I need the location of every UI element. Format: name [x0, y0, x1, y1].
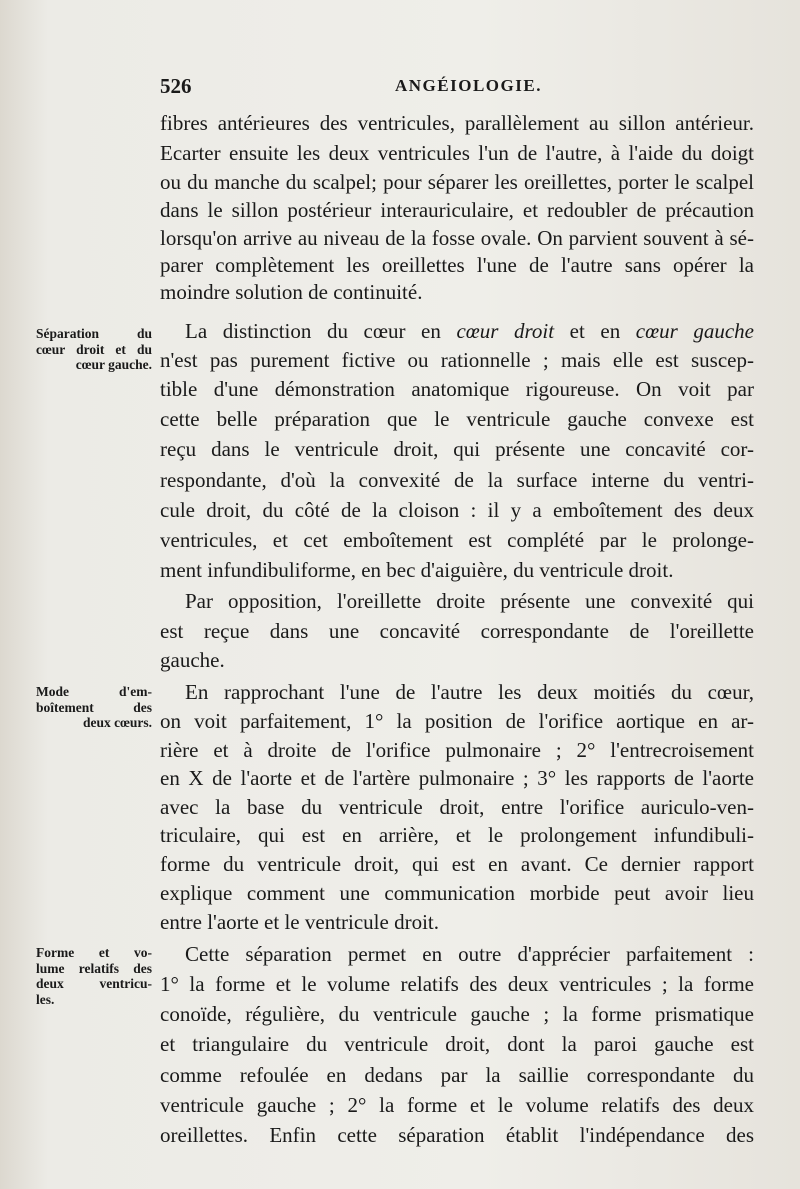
margin-note-line: cœur droit et du: [36, 341, 152, 357]
margin-note-line: Séparation du: [36, 326, 152, 341]
margin-note: [36, 326, 152, 373]
text-line: fibres antérieures des ventricules, parallèlement au sillon antérieur.: [160, 111, 754, 135]
text-line: triculaire, qui est en arrière, et le prolongement infundibuli-: [160, 823, 754, 847]
text-line: [185, 318, 754, 344]
text-line: 1° la forme et le volume relatifs des deux ventricules ; la forme: [160, 972, 754, 996]
margin-note: [36, 945, 152, 1007]
text-line: entre l'aorte et le ventricule droit.: [160, 910, 439, 934]
margin-note-line: les.: [36, 991, 55, 1007]
text-line: Ecarter ensuite les deux ventricules l'un de l'autre, à l'aide du doigt: [160, 141, 754, 165]
text-line: comme refoulée en dedans par la saillie correspondante du: [160, 1063, 754, 1087]
margin-note-line: lume relatifs des: [36, 960, 152, 976]
margin-note: [36, 684, 152, 731]
margin-note-line: cœur gauche.: [75, 357, 152, 372]
line-segment: et en: [554, 319, 636, 343]
text-line: parer complètement les oreillettes l'une de l'autre sans opérer la: [160, 253, 754, 277]
italic-term: cœur gauche: [635, 319, 754, 343]
text-line: ventricule gauche ; 2° la forme et le volume relatifs des deux: [160, 1093, 754, 1117]
text-line: forme du ventricule droit, qui est en avant. Ce dernier rapport: [160, 852, 754, 876]
text-line: conoïde, régulière, du ventricule gauche ; la forme prismatique: [160, 1002, 754, 1026]
text-line: Cette séparation permet en outre d'apprécier parfaitement :: [185, 942, 754, 966]
text-line: moindre solution de continuité.: [160, 280, 423, 304]
text-line: Par opposition, l'oreillette droite présente une convexité qui: [185, 589, 754, 613]
text-line: et triangulaire du ventricule droit, dont la paroi gauche est: [160, 1032, 754, 1056]
text-line: n'est pas purement fictive ou rationnelle ; mais elle est suscep-: [160, 348, 754, 372]
text-line: on voit parfaitement, 1° la position de l'orifice aortique en ar-: [160, 709, 754, 733]
text-line: cule droit, du côté de la cloison : il y a emboîtement des deux: [160, 498, 754, 522]
text-line: respondante, d'où la convexité de la surface interne du ventri-: [160, 468, 754, 492]
margin-note-line: boîtement des: [36, 699, 152, 715]
margin-note-line: deux ventricu-: [36, 976, 152, 991]
margin-note-line: Mode d'em-: [36, 684, 152, 699]
text-line: en X de l'aorte et de l'artère pulmonaire ; 3° les rapports de l'aorte: [160, 766, 754, 790]
text-line: cette belle préparation que le ventricule gauche convexe est: [160, 407, 754, 431]
margin-note-line: Forme et vo-: [36, 945, 152, 960]
text-line: lorsqu'on arrive au niveau de la fosse ovale. On parvient souvent à sé-: [160, 226, 754, 250]
text-line: ventricules, et cet emboîtement est complété par le prolonge-: [160, 528, 754, 552]
margin-note-line: deux cœurs.: [82, 715, 152, 730]
text-line: rière et à droite de l'orifice pulmonaire ; 2° l'entrecroisement: [160, 738, 754, 762]
text-line: ou du manche du scalpel; pour séparer les oreillettes, porter le scalpel: [160, 170, 754, 194]
text-line: tible d'une démonstration anatomique rigoureuse. On voit par: [160, 377, 754, 401]
text-line: avec la base du ventricule droit, entre l'orifice auriculo-ven-: [160, 795, 754, 819]
line-segment: La distinction du cœur en: [185, 319, 457, 343]
page-header: [160, 74, 760, 104]
text-line: En rapprochant l'une de l'autre les deux moitiés du cœur,: [185, 680, 754, 704]
page-number: 526: [160, 74, 192, 98]
text-line: gauche.: [160, 648, 225, 672]
text-line: ment infundibuliforme, en bec d'aiguière, du ventricule droit.: [160, 558, 674, 582]
text-line: est reçue dans une concavité correspondante de l'oreillette: [160, 619, 754, 643]
text-line: oreillettes. Enfin cette séparation établit l'indépendance des: [160, 1123, 754, 1147]
text-line: explique comment une communication morbide peut avoir lieu: [160, 881, 754, 905]
running-head: ANGÉIOLOGIE.: [395, 76, 542, 95]
text-line: dans le sillon postérieur interauriculaire, et redoubler de précaution: [160, 198, 754, 222]
italic-term: cœur droit: [456, 319, 555, 343]
text-line: reçu dans le ventricule droit, qui présente une concavité cor-: [160, 437, 754, 461]
